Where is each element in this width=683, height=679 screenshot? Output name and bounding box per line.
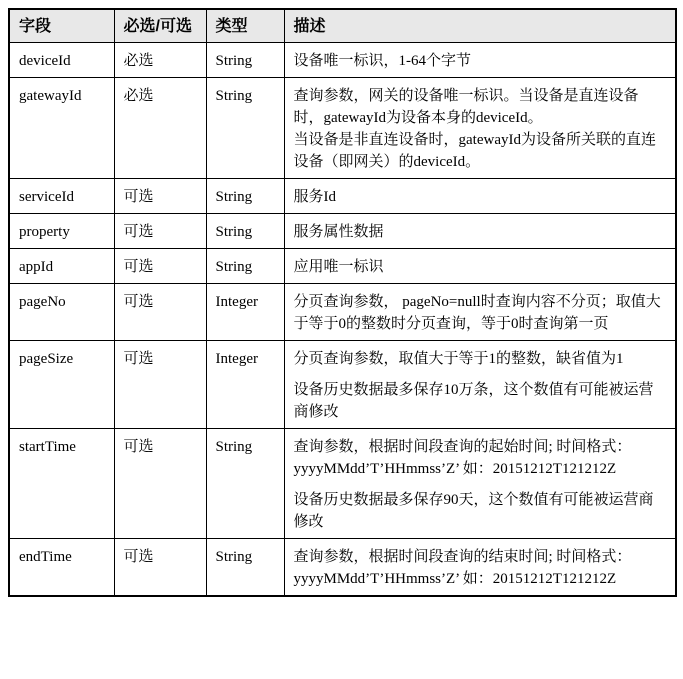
cell-required: 可选: [114, 284, 206, 341]
description-paragraph: 查询参数，根据时间段查询的结束时间; 时间格式：yyyyMMdd’T’HHmmss’Z’ 如：20151212T121212Z: [293, 549, 632, 587]
cell-type: String: [206, 214, 284, 249]
cell-description: [284, 539, 676, 597]
cell-description: [284, 249, 676, 284]
description-paragraph: 分页查询参数， pageNo=null时查询内容不分页；取值大于等于0的整数时分页查询，等于0时查询第一页: [293, 294, 661, 332]
table-row: [9, 341, 676, 429]
cell-field-name: pageNo: [9, 284, 114, 341]
column-header-type: 类型: [206, 9, 284, 43]
table-row: [9, 249, 676, 284]
column-header-description: 描述: [284, 9, 676, 43]
cell-field-name: gatewayId: [9, 78, 114, 179]
description-paragraph: 服务Id: [293, 189, 336, 205]
cell-field-name: endTime: [9, 539, 114, 597]
cell-type: String: [206, 179, 284, 214]
cell-type: String: [206, 43, 284, 78]
cell-field-name: pageSize: [9, 341, 114, 429]
cell-type: Integer: [206, 341, 284, 429]
cell-type: String: [206, 249, 284, 284]
table-header-row: [9, 9, 676, 43]
cell-description: [284, 43, 676, 78]
table-row: [9, 78, 676, 179]
description-paragraph: 应用唯一标识: [293, 259, 384, 275]
table-row: [9, 214, 676, 249]
cell-type: String: [206, 539, 284, 597]
description-paragraph: 设备唯一标识，1-64个字节: [293, 53, 471, 69]
cell-required: 可选: [114, 179, 206, 214]
description-paragraph: 服务属性数据: [293, 224, 384, 240]
cell-field-name: appId: [9, 249, 114, 284]
api-parameters-table: [8, 8, 677, 597]
description-paragraph: 设备历史数据最多保存90天，这个数值有可能被运营商修改: [293, 492, 654, 530]
cell-description: [284, 429, 676, 539]
cell-required: 可选: [114, 214, 206, 249]
table-row: [9, 179, 676, 214]
cell-description: [284, 214, 676, 249]
cell-description: [284, 341, 676, 429]
cell-required: 必选: [114, 43, 206, 78]
description-paragraph: 查询参数，网关的设备唯一标识。当设备是直连设备时，gatewayId为设备本身的deviceId。 当设备是非直连设备时，gatewayId为设备所关联的直连设备（即网关）的deviceId。: [293, 88, 656, 170]
table-row: [9, 284, 676, 341]
column-header-field: 字段: [9, 9, 114, 43]
cell-required: 可选: [114, 341, 206, 429]
table-row: [9, 43, 676, 78]
cell-required: 必选: [114, 78, 206, 179]
cell-field-name: property: [9, 214, 114, 249]
cell-type: String: [206, 429, 284, 539]
cell-description: [284, 78, 676, 179]
cell-field-name: deviceId: [9, 43, 114, 78]
description-paragraph: 分页查询参数，取值大于等于1的整数，缺省值为1: [293, 351, 624, 367]
description-paragraph: 设备历史数据最多保存10万条，这个数值有可能被运营商修改: [293, 382, 654, 420]
cell-type: String: [206, 78, 284, 179]
cell-field-name: startTime: [9, 429, 114, 539]
column-header-required: 必选/可选: [114, 9, 206, 43]
cell-required: 可选: [114, 539, 206, 597]
cell-required: 可选: [114, 429, 206, 539]
cell-required: 可选: [114, 249, 206, 284]
cell-field-name: serviceId: [9, 179, 114, 214]
cell-description: [284, 284, 676, 341]
cell-description: [284, 179, 676, 214]
table-row: [9, 429, 676, 539]
cell-type: Integer: [206, 284, 284, 341]
table-row: [9, 539, 676, 597]
description-paragraph: 查询参数，根据时间段查询的起始时间; 时间格式：yyyyMMdd’T’HHmmss’Z’ 如：20151212T121212Z: [293, 439, 632, 477]
